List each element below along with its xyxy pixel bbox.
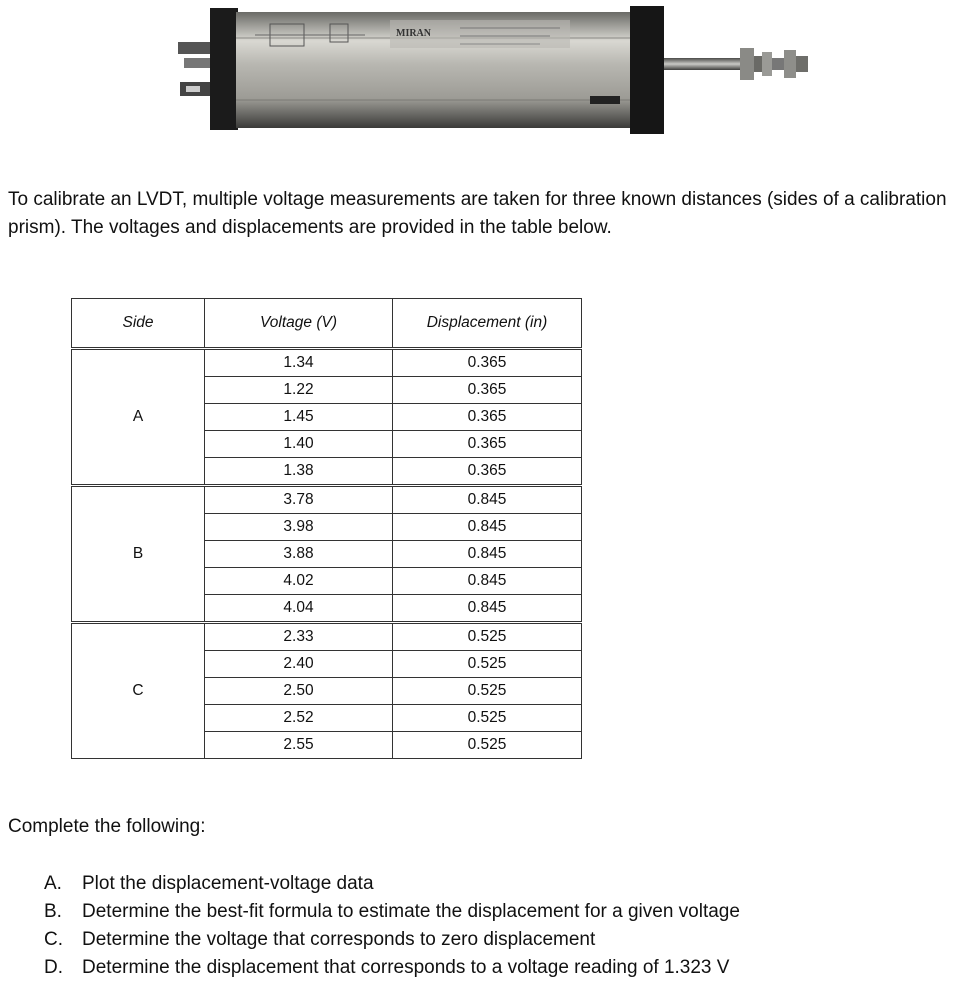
voltage-cell: 3.88 — [205, 541, 393, 568]
header-voltage: Voltage (V) — [205, 299, 393, 349]
displacement-cell: 0.845 — [393, 595, 582, 623]
voltage-cell: 4.04 — [205, 595, 393, 623]
table-row — [72, 349, 582, 377]
task-text: Determine the displacement that corresponds to a voltage reading of 1.323 V — [82, 957, 730, 978]
task-text: Determine the voltage that corresponds to zero displacement — [82, 929, 596, 950]
displacement-cell: 0.365 — [393, 458, 582, 486]
displacement-cell: 0.365 — [393, 404, 582, 431]
intro-paragraph: To calibrate an LVDT, multiple voltage measurements are taken for three known distances (sides of a calibration prism). The voltages and displacements are provided in the table below. — [8, 189, 947, 238]
voltage-cell: 2.33 — [205, 623, 393, 651]
voltage-cell: 2.40 — [205, 651, 393, 678]
list-item — [44, 870, 740, 898]
table-row — [72, 486, 582, 514]
displacement-cell: 0.365 — [393, 431, 582, 458]
task-letter: A. — [44, 873, 62, 894]
displacement-cell: 0.845 — [393, 486, 582, 514]
task-list — [44, 870, 740, 982]
displacement-cell: 0.365 — [393, 349, 582, 377]
displacement-cell: 0.845 — [393, 514, 582, 541]
voltage-cell: 2.52 — [205, 705, 393, 732]
task-letter: B. — [44, 901, 62, 922]
displacement-cell: 0.845 — [393, 541, 582, 568]
voltage-cell: 4.02 — [205, 568, 393, 595]
task-text: Plot the displacement-voltage data — [82, 873, 374, 894]
table-row — [72, 623, 582, 651]
displacement-cell: 0.525 — [393, 651, 582, 678]
task-letter: C. — [44, 929, 63, 950]
displacement-cell: 0.525 — [393, 705, 582, 732]
displacement-cell: 0.525 — [393, 732, 582, 759]
displacement-cell: 0.525 — [393, 678, 582, 705]
voltage-cell: 3.78 — [205, 486, 393, 514]
side-cell: C — [72, 623, 205, 759]
voltage-cell: 1.22 — [205, 377, 393, 404]
list-item — [44, 954, 740, 982]
side-cell: A — [72, 349, 205, 486]
calibration-table — [71, 298, 582, 759]
voltage-cell: 1.45 — [205, 404, 393, 431]
voltage-cell: 3.98 — [205, 514, 393, 541]
table-header-row — [72, 299, 582, 349]
voltage-cell: 2.55 — [205, 732, 393, 759]
header-displacement: Displacement (in) — [393, 299, 582, 349]
header-side: Side — [72, 299, 205, 349]
list-item — [44, 926, 740, 954]
task-text: Determine the best-fit formula to estimate the displacement for a given voltage — [82, 901, 740, 922]
voltage-cell: 2.50 — [205, 678, 393, 705]
voltage-cell: 1.40 — [205, 431, 393, 458]
voltage-cell: 1.34 — [205, 349, 393, 377]
voltage-cell: 1.38 — [205, 458, 393, 486]
displacement-cell: 0.365 — [393, 377, 582, 404]
list-item — [44, 898, 740, 926]
displacement-cell: 0.845 — [393, 568, 582, 595]
tasks-title: Complete the following: — [8, 816, 206, 837]
task-letter: D. — [44, 957, 63, 978]
lvdt-sensor-image — [170, 0, 820, 140]
device-label: MIRAN — [396, 28, 431, 39]
displacement-cell: 0.525 — [393, 623, 582, 651]
side-cell: B — [72, 486, 205, 623]
